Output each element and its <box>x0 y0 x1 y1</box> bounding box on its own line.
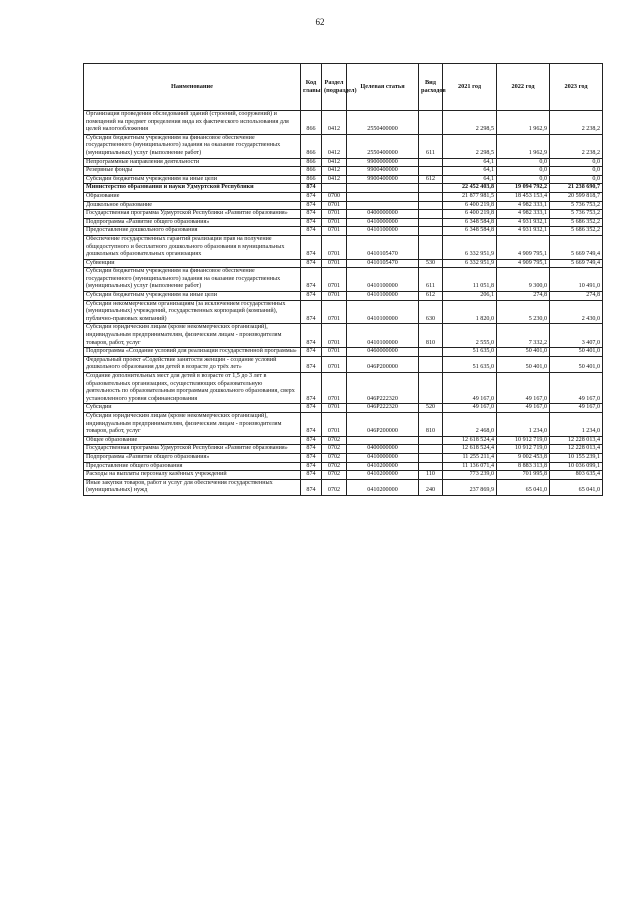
row-2022-cell: 10 912 719,0 <box>497 436 550 445</box>
row-code-cell: 874 <box>301 235 322 259</box>
table-row <box>84 373 603 404</box>
row-2021-cell: 49 167,0 <box>443 404 497 413</box>
row-code-cell: 874 <box>301 412 322 436</box>
table-body <box>84 111 603 496</box>
table-row <box>84 259 603 268</box>
row-2021-cell: 773 239,0 <box>443 471 497 480</box>
row-section-cell: 0701 <box>322 268 347 292</box>
row-2022-cell: 9 002 453,8 <box>497 453 550 462</box>
row-expense-type-cell <box>419 184 443 193</box>
row-2023-cell: 2 430,0 <box>550 300 603 324</box>
row-code-cell: 874 <box>301 373 322 404</box>
row-name-cell: Расходы на выплаты персоналу казённых учреждений <box>84 471 301 480</box>
row-section-cell: 0702 <box>322 479 347 495</box>
row-2022-cell: 4 931 932,1 <box>497 218 550 227</box>
row-section-cell: 0412 <box>322 111 347 135</box>
row-expense-type-cell: 110 <box>419 471 443 480</box>
row-section-cell: 0702 <box>322 445 347 454</box>
row-2023-cell: 49 167,0 <box>550 404 603 413</box>
row-expense-type-cell <box>419 235 443 259</box>
row-name-cell: Министерство образования и науки Удмуртской Республики <box>84 184 301 193</box>
row-2021-cell: 2 298,5 <box>443 134 497 158</box>
row-code-cell: 874 <box>301 227 322 236</box>
row-target-cell: 0410100000 <box>347 227 419 236</box>
table-row <box>84 453 603 462</box>
row-name-cell: Субвенции <box>84 259 301 268</box>
row-target-cell: 9900400000 <box>347 167 419 176</box>
row-name-cell: Обеспечение государственных гарантий реализации прав на получение общедоступного и бесплатного дошкольного образования в муниципальных дошкольных образовательных организациях <box>84 235 301 259</box>
row-section-cell <box>322 184 347 193</box>
row-target-cell: 0460000000 <box>347 348 419 357</box>
row-expense-type-cell <box>419 356 443 372</box>
row-expense-type-cell: 810 <box>419 324 443 348</box>
row-code-cell: 874 <box>301 184 322 193</box>
row-section-cell: 0412 <box>322 134 347 158</box>
row-2021-cell: 11 051,8 <box>443 268 497 292</box>
table-row <box>84 167 603 176</box>
row-2023-cell: 12 228 013,4 <box>550 445 603 454</box>
row-2021-cell: 6 332 951,9 <box>443 259 497 268</box>
row-2021-cell: 6 400 219,8 <box>443 201 497 210</box>
row-2021-cell: 6 400 219,8 <box>443 210 497 219</box>
row-target-cell: 0410100000 <box>347 300 419 324</box>
row-name-cell: Субсидии бюджетным учреждениям на иные цели <box>84 175 301 184</box>
row-target-cell: 046P222320 <box>347 373 419 404</box>
row-2022-cell: 4 982 333,1 <box>497 201 550 210</box>
row-expense-type-cell: 520 <box>419 404 443 413</box>
row-section-cell: 0701 <box>322 235 347 259</box>
row-target-cell: 9900400000 <box>347 175 419 184</box>
table-row <box>84 111 603 135</box>
header-2023: 2023 год <box>550 64 603 111</box>
table-row <box>84 134 603 158</box>
table-row <box>84 158 603 167</box>
row-section-cell: 0701 <box>322 373 347 404</box>
row-2022-cell: 0,0 <box>497 167 550 176</box>
row-2023-cell: 0,0 <box>550 158 603 167</box>
row-2023-cell: 49 167,0 <box>550 373 603 404</box>
row-expense-type-cell <box>419 158 443 167</box>
table-row <box>84 268 603 292</box>
row-2023-cell: 0,0 <box>550 175 603 184</box>
row-section-cell: 0412 <box>322 175 347 184</box>
row-expense-type-cell: 810 <box>419 412 443 436</box>
row-target-cell: 2550400000 <box>347 111 419 135</box>
table-row <box>84 292 603 301</box>
row-code-cell: 866 <box>301 167 322 176</box>
table-row <box>84 184 603 193</box>
row-2021-cell: 1 820,0 <box>443 300 497 324</box>
row-2023-cell: 274,8 <box>550 292 603 301</box>
row-code-cell: 874 <box>301 453 322 462</box>
row-target-cell: 0410105470 <box>347 235 419 259</box>
row-2021-cell: 6 348 584,8 <box>443 227 497 236</box>
row-section-cell: 0701 <box>322 227 347 236</box>
row-2023-cell: 3 407,0 <box>550 324 603 348</box>
row-2022-cell: 18 453 153,4 <box>497 192 550 201</box>
row-section-cell: 0701 <box>322 218 347 227</box>
row-expense-type-cell <box>419 373 443 404</box>
row-2023-cell: 10 036 099,1 <box>550 462 603 471</box>
row-target-cell: 0410100000 <box>347 268 419 292</box>
row-name-cell: Дошкольное образование <box>84 201 301 210</box>
row-2022-cell: 0,0 <box>497 175 550 184</box>
row-2022-cell: 1 962,9 <box>497 134 550 158</box>
row-2021-cell: 6 332 951,9 <box>443 235 497 259</box>
row-expense-type-cell: 612 <box>419 175 443 184</box>
row-2022-cell: 49 167,0 <box>497 404 550 413</box>
row-target-cell: 046P222320 <box>347 404 419 413</box>
row-expense-type-cell <box>419 348 443 357</box>
row-2022-cell: 4 909 795,1 <box>497 235 550 259</box>
row-2021-cell: 12 618 524,4 <box>443 445 497 454</box>
row-code-cell: 874 <box>301 348 322 357</box>
row-section-cell: 0701 <box>322 201 347 210</box>
row-2021-cell: 64,1 <box>443 175 497 184</box>
row-name-cell: Резервные фонды <box>84 167 301 176</box>
row-section-cell: 0412 <box>322 167 347 176</box>
row-name-cell: Субсидии <box>84 404 301 413</box>
table-header-row <box>84 64 603 111</box>
row-target-cell: 9900000000 <box>347 158 419 167</box>
row-target-cell: 0410200000 <box>347 462 419 471</box>
row-name-cell: Субсидии некоммерческим организациям (за исключением государственных (муниципальных) учреждений, государственных корпораций (компаний), публично-правовых компаний) <box>84 300 301 324</box>
row-name-cell: Подпрограмма «Развитие общего образования» <box>84 218 301 227</box>
header-section: Раздел (подраздел) <box>322 64 347 111</box>
table-row <box>84 235 603 259</box>
row-2022-cell: 65 041,0 <box>497 479 550 495</box>
row-section-cell: 0701 <box>322 259 347 268</box>
row-2021-cell: 11 255 211,4 <box>443 453 497 462</box>
table-row <box>84 404 603 413</box>
row-2021-cell: 237 869,9 <box>443 479 497 495</box>
table-row <box>84 471 603 480</box>
row-section-cell: 0701 <box>322 210 347 219</box>
row-code-cell: 866 <box>301 134 322 158</box>
row-section-cell: 0701 <box>322 412 347 436</box>
row-section-cell: 0702 <box>322 462 347 471</box>
row-2021-cell: 2 468,0 <box>443 412 497 436</box>
row-name-cell: Предоставление дошкольного образования <box>84 227 301 236</box>
row-2021-cell: 206,1 <box>443 292 497 301</box>
row-2023-cell: 5 686 352,2 <box>550 218 603 227</box>
row-target-cell: 2550400000 <box>347 134 419 158</box>
table-row <box>84 210 603 219</box>
row-target-cell: 0410000000 <box>347 453 419 462</box>
row-name-cell: Субсидии юридическим лицам (кроме некоммерческих организаций), индивидуальным предпринимателям, физическим лицам - производителям товаров, работ, услуг <box>84 324 301 348</box>
row-2022-cell: 1 962,9 <box>497 111 550 135</box>
row-expense-type-cell <box>419 192 443 201</box>
row-2023-cell: 21 238 690,7 <box>550 184 603 193</box>
row-2023-cell: 10 155 239,1 <box>550 453 603 462</box>
row-section-cell: 0702 <box>322 453 347 462</box>
row-2023-cell: 5 736 753,2 <box>550 210 603 219</box>
row-target-cell: 0400000000 <box>347 445 419 454</box>
row-section-cell: 0701 <box>322 348 347 357</box>
table-row <box>84 348 603 357</box>
row-2023-cell: 5 669 749,4 <box>550 259 603 268</box>
row-name-cell: Создание дополнительных мест для детей в возрасте от 1,5 до 3 лет в образовательных организациях, осуществляющих образовательную деятельность по образовательным программам дошкольного образования, сверх установленного уровня софинансирования <box>84 373 301 404</box>
row-name-cell: Федеральный проект «Содействие занятости женщин - создание условий дошкольного образования для детей в возрасте до трёх лет» <box>84 356 301 372</box>
row-code-cell: 874 <box>301 324 322 348</box>
row-2023-cell: 2 238,2 <box>550 111 603 135</box>
row-section-cell: 0700 <box>322 192 347 201</box>
row-2021-cell: 2 298,5 <box>443 111 497 135</box>
row-expense-type-cell <box>419 445 443 454</box>
row-code-cell: 874 <box>301 201 322 210</box>
row-name-cell: Непрограммные направления деятельности <box>84 158 301 167</box>
row-target-cell: 0410200000 <box>347 479 419 495</box>
row-target-cell: 0410105470 <box>347 259 419 268</box>
row-name-cell: Общее образование <box>84 436 301 445</box>
row-2022-cell: 50 401,0 <box>497 356 550 372</box>
row-expense-type-cell <box>419 167 443 176</box>
row-2021-cell: 22 452 403,8 <box>443 184 497 193</box>
row-expense-type-cell <box>419 201 443 210</box>
header-code: Код главы <box>301 64 322 111</box>
table-row <box>84 356 603 372</box>
row-2022-cell: 10 912 719,0 <box>497 445 550 454</box>
row-2021-cell: 64,1 <box>443 167 497 176</box>
row-2022-cell: 4 931 932,1 <box>497 227 550 236</box>
row-code-cell: 874 <box>301 218 322 227</box>
row-name-cell: Государственная программа Удмуртской Республики «Развитие образования» <box>84 445 301 454</box>
row-section-cell: 0701 <box>322 356 347 372</box>
row-expense-type-cell <box>419 218 443 227</box>
row-code-cell: 874 <box>301 404 322 413</box>
row-2023-cell: 50 401,0 <box>550 356 603 372</box>
row-2023-cell: 0,0 <box>550 167 603 176</box>
table-row <box>84 175 603 184</box>
row-target-cell <box>347 436 419 445</box>
row-2023-cell: 50 401,0 <box>550 348 603 357</box>
row-name-cell: Предоставление общего образования <box>84 462 301 471</box>
row-2021-cell: 51 635,0 <box>443 356 497 372</box>
row-name-cell: Субсидии юридическим лицам (кроме некоммерческих организаций), индивидуальным предпринимателям, физическим лицам - производителям товаров, работ, услуг <box>84 412 301 436</box>
table-row <box>84 436 603 445</box>
row-code-cell: 874 <box>301 192 322 201</box>
row-target-cell <box>347 184 419 193</box>
table-row <box>84 192 603 201</box>
row-section-cell: 0701 <box>322 404 347 413</box>
row-2022-cell: 1 234,0 <box>497 412 550 436</box>
row-target-cell: 0410200000 <box>347 471 419 480</box>
row-expense-type-cell <box>419 462 443 471</box>
page-number: 62 <box>315 17 325 27</box>
row-code-cell: 874 <box>301 300 322 324</box>
row-code-cell: 874 <box>301 259 322 268</box>
row-target-cell: 0400000000 <box>347 210 419 219</box>
row-2022-cell: 7 332,2 <box>497 324 550 348</box>
row-expense-type-cell <box>419 210 443 219</box>
table-row <box>84 300 603 324</box>
row-name-cell: Подпрограмма «Развитие общего образования» <box>84 453 301 462</box>
row-2023-cell: 5 686 352,2 <box>550 227 603 236</box>
table-row <box>84 218 603 227</box>
row-expense-type-cell: 611 <box>419 134 443 158</box>
row-expense-type-cell: 530 <box>419 259 443 268</box>
row-2022-cell: 4 982 333,1 <box>497 210 550 219</box>
row-name-cell: Субсидии бюджетным учреждениям на иные цели <box>84 292 301 301</box>
row-target-cell: 0410000000 <box>347 218 419 227</box>
row-target-cell: 0410100000 <box>347 324 419 348</box>
row-2023-cell: 5 669 749,4 <box>550 235 603 259</box>
row-section-cell: 0701 <box>322 324 347 348</box>
row-2021-cell: 64,1 <box>443 158 497 167</box>
header-target: Целевая статья <box>347 64 419 111</box>
row-name-cell: Субсидии бюджетным учреждениям на финансовое обеспечение государственного (муниципального) задания на оказание государственных (муниципальных) услуг (выполнение работ) <box>84 268 301 292</box>
row-code-cell: 874 <box>301 292 322 301</box>
row-target-cell <box>347 192 419 201</box>
row-name-cell: Субсидии бюджетным учреждениям на финансовое обеспечение государственного (муниципального) задания на оказание государственных (муниципальных) услуг (выполнение работ) <box>84 134 301 158</box>
row-name-cell: Образование <box>84 192 301 201</box>
row-code-cell: 874 <box>301 479 322 495</box>
row-expense-type-cell: 611 <box>419 268 443 292</box>
row-2023-cell: 803 635,4 <box>550 471 603 480</box>
row-2023-cell: 20 599 818,7 <box>550 192 603 201</box>
row-2022-cell: 19 094 792,2 <box>497 184 550 193</box>
row-expense-type-cell: 240 <box>419 479 443 495</box>
row-2021-cell: 11 136 071,4 <box>443 462 497 471</box>
row-2023-cell: 12 228 013,4 <box>550 436 603 445</box>
row-section-cell: 0702 <box>322 471 347 480</box>
header-name: Наименование <box>84 64 301 111</box>
row-expense-type-cell <box>419 111 443 135</box>
row-2022-cell: 9 300,0 <box>497 268 550 292</box>
row-2022-cell: 49 167,0 <box>497 373 550 404</box>
row-code-cell: 874 <box>301 445 322 454</box>
row-2022-cell: 274,8 <box>497 292 550 301</box>
row-section-cell: 0702 <box>322 436 347 445</box>
row-code-cell: 866 <box>301 158 322 167</box>
row-expense-type-cell <box>419 227 443 236</box>
row-code-cell: 866 <box>301 175 322 184</box>
table-row <box>84 227 603 236</box>
table-row <box>84 462 603 471</box>
row-2023-cell: 65 041,0 <box>550 479 603 495</box>
row-code-cell: 874 <box>301 356 322 372</box>
row-name-cell: Иные закупки товаров, работ и услуг для обеспечения государственных (муниципальных) нужд <box>84 479 301 495</box>
row-2022-cell: 5 230,0 <box>497 300 550 324</box>
row-section-cell: 0701 <box>322 292 347 301</box>
header-2021: 2021 год <box>443 64 497 111</box>
row-2023-cell: 1 234,0 <box>550 412 603 436</box>
row-2022-cell: 8 883 313,8 <box>497 462 550 471</box>
header-2022: 2022 год <box>497 64 550 111</box>
row-code-cell: 874 <box>301 268 322 292</box>
row-name-cell: Организация проведения обследований зданий (строений, сооружений) и помещений на предмет определения вида их фактического использования для целей налогообложения <box>84 111 301 135</box>
row-expense-type-cell: 630 <box>419 300 443 324</box>
row-code-cell: 866 <box>301 111 322 135</box>
row-code-cell: 874 <box>301 471 322 480</box>
row-name-cell: Государственная программа Удмуртской Республики «Развитие образования» <box>84 210 301 219</box>
row-2022-cell: 701 995,8 <box>497 471 550 480</box>
header-expense-type: Вид расходов <box>419 64 443 111</box>
table-row <box>84 412 603 436</box>
row-code-cell: 874 <box>301 210 322 219</box>
row-2022-cell: 0,0 <box>497 158 550 167</box>
table-row <box>84 324 603 348</box>
row-code-cell: 874 <box>301 436 322 445</box>
row-2021-cell: 2 555,0 <box>443 324 497 348</box>
row-2021-cell: 12 618 524,4 <box>443 436 497 445</box>
table-row <box>84 479 603 495</box>
row-expense-type-cell <box>419 436 443 445</box>
row-2023-cell: 2 238,2 <box>550 134 603 158</box>
row-2022-cell: 50 401,0 <box>497 348 550 357</box>
row-2021-cell: 6 348 584,8 <box>443 218 497 227</box>
row-section-cell: 0412 <box>322 158 347 167</box>
table-row <box>84 201 603 210</box>
row-expense-type-cell <box>419 453 443 462</box>
budget-table <box>83 63 603 496</box>
row-2021-cell: 51 635,0 <box>443 348 497 357</box>
row-expense-type-cell: 612 <box>419 292 443 301</box>
row-2023-cell: 5 736 753,2 <box>550 201 603 210</box>
row-code-cell: 874 <box>301 462 322 471</box>
row-2022-cell: 4 909 795,1 <box>497 259 550 268</box>
row-target-cell: 0410100000 <box>347 292 419 301</box>
row-2023-cell: 10 491,0 <box>550 268 603 292</box>
row-2021-cell: 49 167,0 <box>443 373 497 404</box>
row-target-cell: 046P200000 <box>347 412 419 436</box>
row-target-cell <box>347 201 419 210</box>
row-target-cell: 046P200000 <box>347 356 419 372</box>
row-section-cell: 0701 <box>322 300 347 324</box>
row-2021-cell: 21 877 981,5 <box>443 192 497 201</box>
row-name-cell: Подпрограмма «Создание условий для реализации государственной программы» <box>84 348 301 357</box>
table-row <box>84 445 603 454</box>
